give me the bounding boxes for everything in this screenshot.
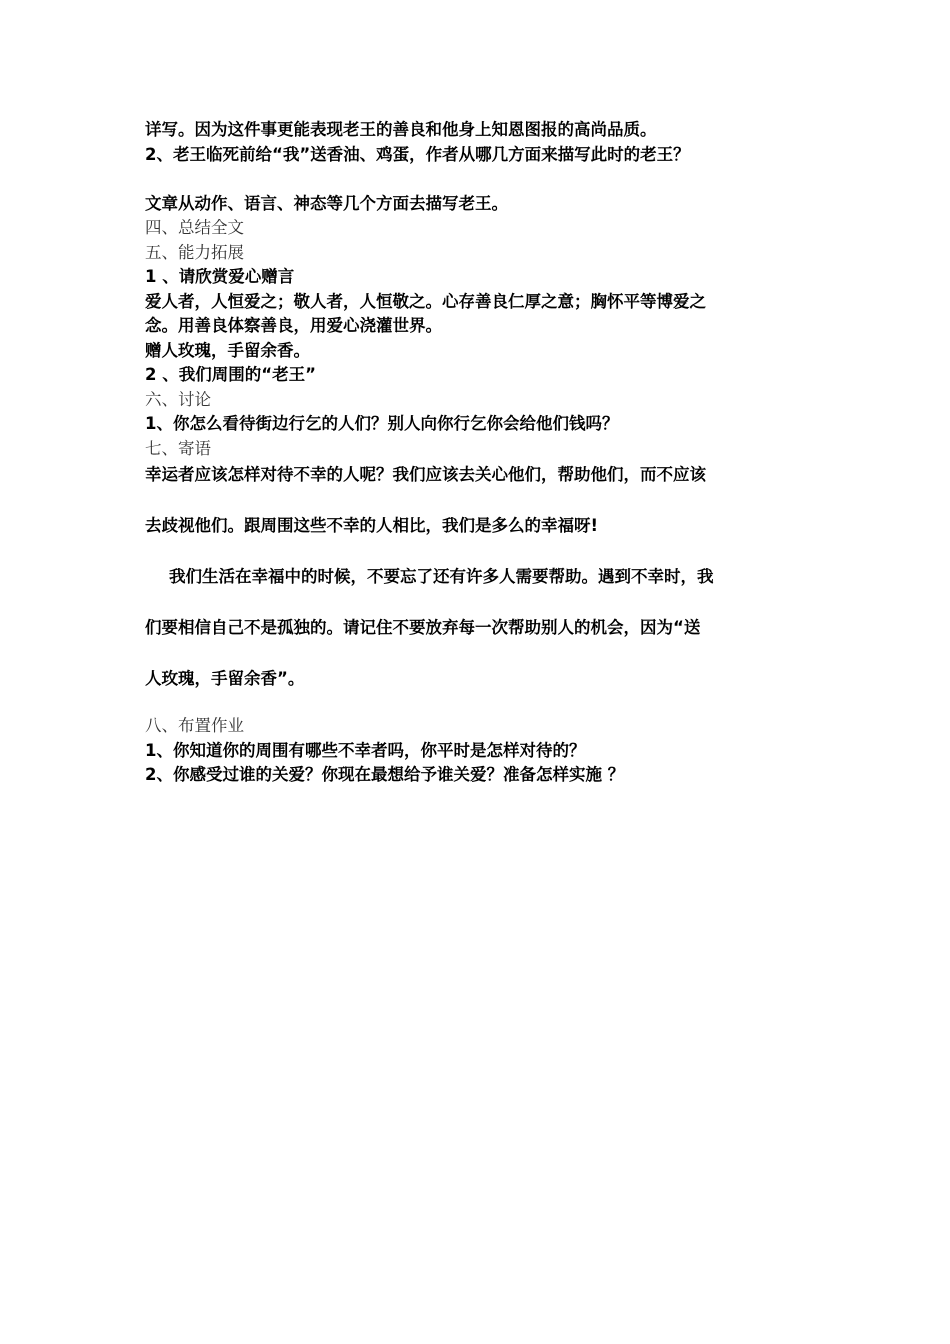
message-line: 幸运者应该怎样对待不幸的人呢？我们应该去关心他们，帮助他们，而不应该 bbox=[145, 465, 706, 484]
list-item: 1 、请欣赏爱心赠言 bbox=[145, 267, 295, 286]
section-heading: 四、总结全文 bbox=[145, 218, 244, 237]
message-line: 人玫瑰，手留余香”。 bbox=[145, 669, 305, 688]
section-heading: 七、寄语 bbox=[145, 438, 211, 458]
quote-line: 赠人玫瑰，手留余香。 bbox=[145, 340, 310, 360]
quote-line: 爱人者，人恒爱之；敬人者，人恒敬之。心存善良仁厚之意；胸怀平等博爱之 bbox=[145, 291, 706, 311]
section-heading: 八、布置作业 bbox=[145, 716, 244, 735]
question-line: 2、老王临死前给“我”送香油、鸡蛋，作者从哪几方面来描写此时的老王？ bbox=[145, 144, 690, 164]
list-item: 2、你感受过谁的关爱？你现在最想给予谁关爱？准备怎样实施 ？ bbox=[145, 765, 625, 784]
section-heading: 五、能力拓展 bbox=[145, 242, 244, 262]
list-item: 1、你怎么看待街边行乞的人们？别人向你行乞你会给他们钱吗？ bbox=[145, 414, 619, 433]
message-line: 去歧视他们。跟周围这些不幸的人相比，我们是多么的幸福呀! bbox=[145, 516, 599, 535]
paragraph-line: 详写。因为这件事更能表现老王的善良和他身上知恩图报的高尚品质。 bbox=[145, 120, 657, 139]
answer-line: 文章从动作、语言、神态等几个方面去描写老王。 bbox=[145, 193, 508, 213]
list-item: 2 、我们周围的“老王” bbox=[145, 365, 316, 384]
quote-line: 念。用善良体察善良，用爱心浇灌世界。 bbox=[145, 316, 442, 335]
message-line: 我们生活在幸福中的时候，不要忘了还有许多人需要帮助。遇到不幸时，我 bbox=[169, 567, 714, 586]
section-heading: 六、讨论 bbox=[145, 389, 211, 409]
list-item: 1、你知道你的周围有哪些不幸者吗，你平时是怎样对待的？ bbox=[145, 740, 586, 760]
message-line: 们要相信自己不是孤独的。请记住不要放弃每一次帮助别人的机会，因为“送 bbox=[145, 618, 701, 637]
document-page bbox=[145, 118, 805, 788]
